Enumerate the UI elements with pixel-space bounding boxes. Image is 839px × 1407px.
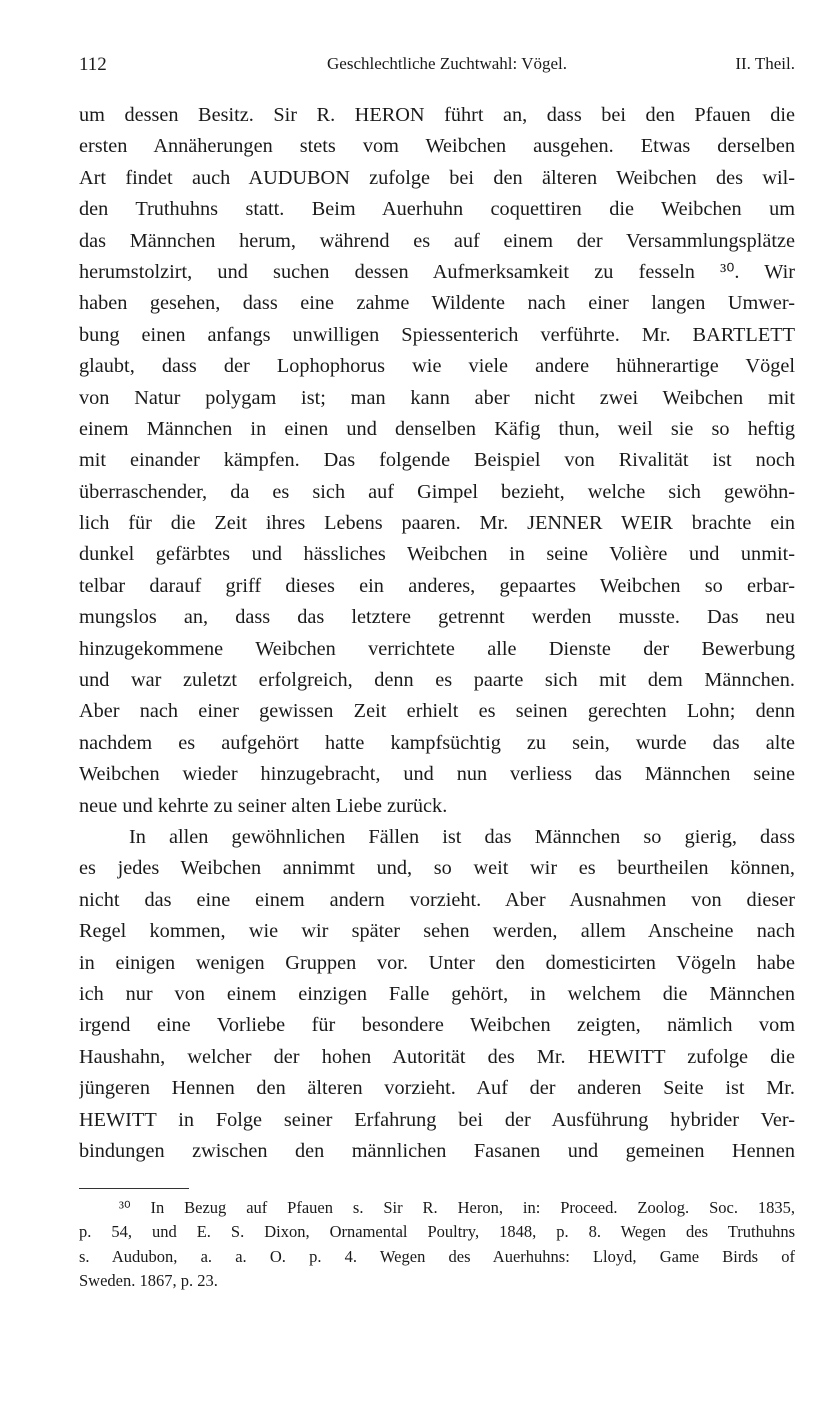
body-line: Art findet auch AUDUBON zufolge bei den älteren Weibchen des wil- [79,166,795,189]
body-line: von Natur polygam ist; man kann aber nicht zwei Weibchen mit [79,386,795,409]
footnotes [79,1196,795,1294]
body-line: nicht das eine einem andern vorzieht. Aber Ausnahmen von dieser [79,888,795,911]
body-line: bindungen zwischen den männlichen Fasanen und gemeinen Hennen [79,1139,795,1162]
body-line: Weibchen wieder hinzugebracht, und nun verliess das Männchen seine [79,763,795,786]
body-line: mit einander kämpfen. Das folgende Beispiel von Rivalität ist noch [79,449,795,472]
body-line: und war zuletzt erfolgreich, denn es paarte sich mit dem Männchen. [79,669,795,692]
body-line: irgend eine Vorliebe für besondere Weibchen zeigten, nämlich vom [79,1014,795,1037]
body-line: ich nur von einem einzigen Falle gehört, in welchem die Männchen [79,982,795,1005]
body-line: hinzugekommene Weibchen verrichtete alle Dienste der Bewerbung [79,637,795,660]
footnote-divider [79,1188,189,1189]
body-line: neue und kehrte zu seiner alten Liebe zurück. [79,794,448,817]
body-line: dunkel gefärbtes und hässliches Weibchen in seine Volière und unmit- [79,543,795,566]
body-line: Regel kommen, wie wir später sehen werden, allem Anscheine nach [79,920,795,943]
body-line: bung einen anfangs unwilligen Spiessenterich verführte. Mr. BARTLETT [79,323,795,346]
footnote-line: ³⁰ In Bezug auf Pfauen s. Sir R. Heron, in: Proceed. Zoolog. Soc. 1835, [119,1198,795,1217]
footnote-line: Sweden. 1867, p. 23. [79,1271,218,1291]
body-line: es jedes Weibchen annimmt und, so weit wir es beurtheilen können, [79,857,795,880]
body-line: Aber nach einer gewissen Zeit erhielt es seinen gerechten Lohn; denn [79,700,795,723]
footnote-line: p. 54, und E. S. Dixon, Ornamental Poultry, 1848, p. 8. Wegen des Truthuhns [79,1222,795,1242]
body-line: telbar darauf griff dieses ein anderes, gepaartes Weibchen so erbar- [79,574,795,597]
footnote-line: s. Audubon, a. a. O. p. 4. Wegen des Auerhuhns: Lloyd, Game Birds of [79,1246,795,1266]
body-line: in einigen wenigen Gruppen vor. Unter den domesticirten Vögeln habe [79,951,795,974]
body-line: HEWITT in Folge seiner Erfahrung bei der Ausführung hybrider Ver- [79,1108,795,1131]
running-title: Geschlechtliche Zuchtwahl: Vögel. [327,54,567,73]
body-line: das Männchen herum, während es auf einem der Versammlungsplätze [79,229,795,252]
body-line: glaubt, dass der Lophophorus wie viele andere hühnerartige Vögel [79,355,795,378]
body-line: einem Männchen in einen und denselben Käfig thun, weil sie so heftig [79,417,795,440]
body-line: nachdem es aufgehört hatte kampfsüchtig zu sein, wurde das alte [79,731,795,754]
page-number: 112 [79,54,107,75]
body-line: herumstolzirt, und suchen dessen Aufmerksamkeit zu fesseln ³⁰. Wir [79,260,795,283]
body-line: lich für die Zeit ihres Lebens paaren. Mr. JENNER WEIR brachte ein [79,512,795,535]
body-line: den Truthuhns statt. Beim Auerhuhn coquettiren die Weibchen um [79,198,795,221]
body-line: mungslos an, dass das letztere getrennt werden musste. Das neu [79,606,795,629]
body-line: um dessen Besitz. Sir R. HERON führt an, dass bei den Pfauen die [79,104,795,126]
page-header [79,54,795,82]
part-label: II. Theil. [735,54,795,73]
body-line: Haushahn, welcher der hohen Autorität des Mr. HEWITT zufolge die [79,1045,795,1068]
body-line: jüngeren Hennen den älteren vorzieht. Auf der anderen Seite ist Mr. [79,1077,795,1100]
body-line: ersten Annäherungen stets vom Weibchen ausgehen. Etwas derselben [79,135,795,158]
body-line: In allen gewöhnlichen Fällen ist das Männchen so gierig, dass [129,825,795,848]
body-text [79,100,795,1167]
body-line: haben gesehen, dass eine zahme Wildente nach einer langen Umwer- [79,292,795,315]
body-line: überraschender, da es sich auf Gimpel bezieht, welche sich gewöhn- [79,480,795,503]
